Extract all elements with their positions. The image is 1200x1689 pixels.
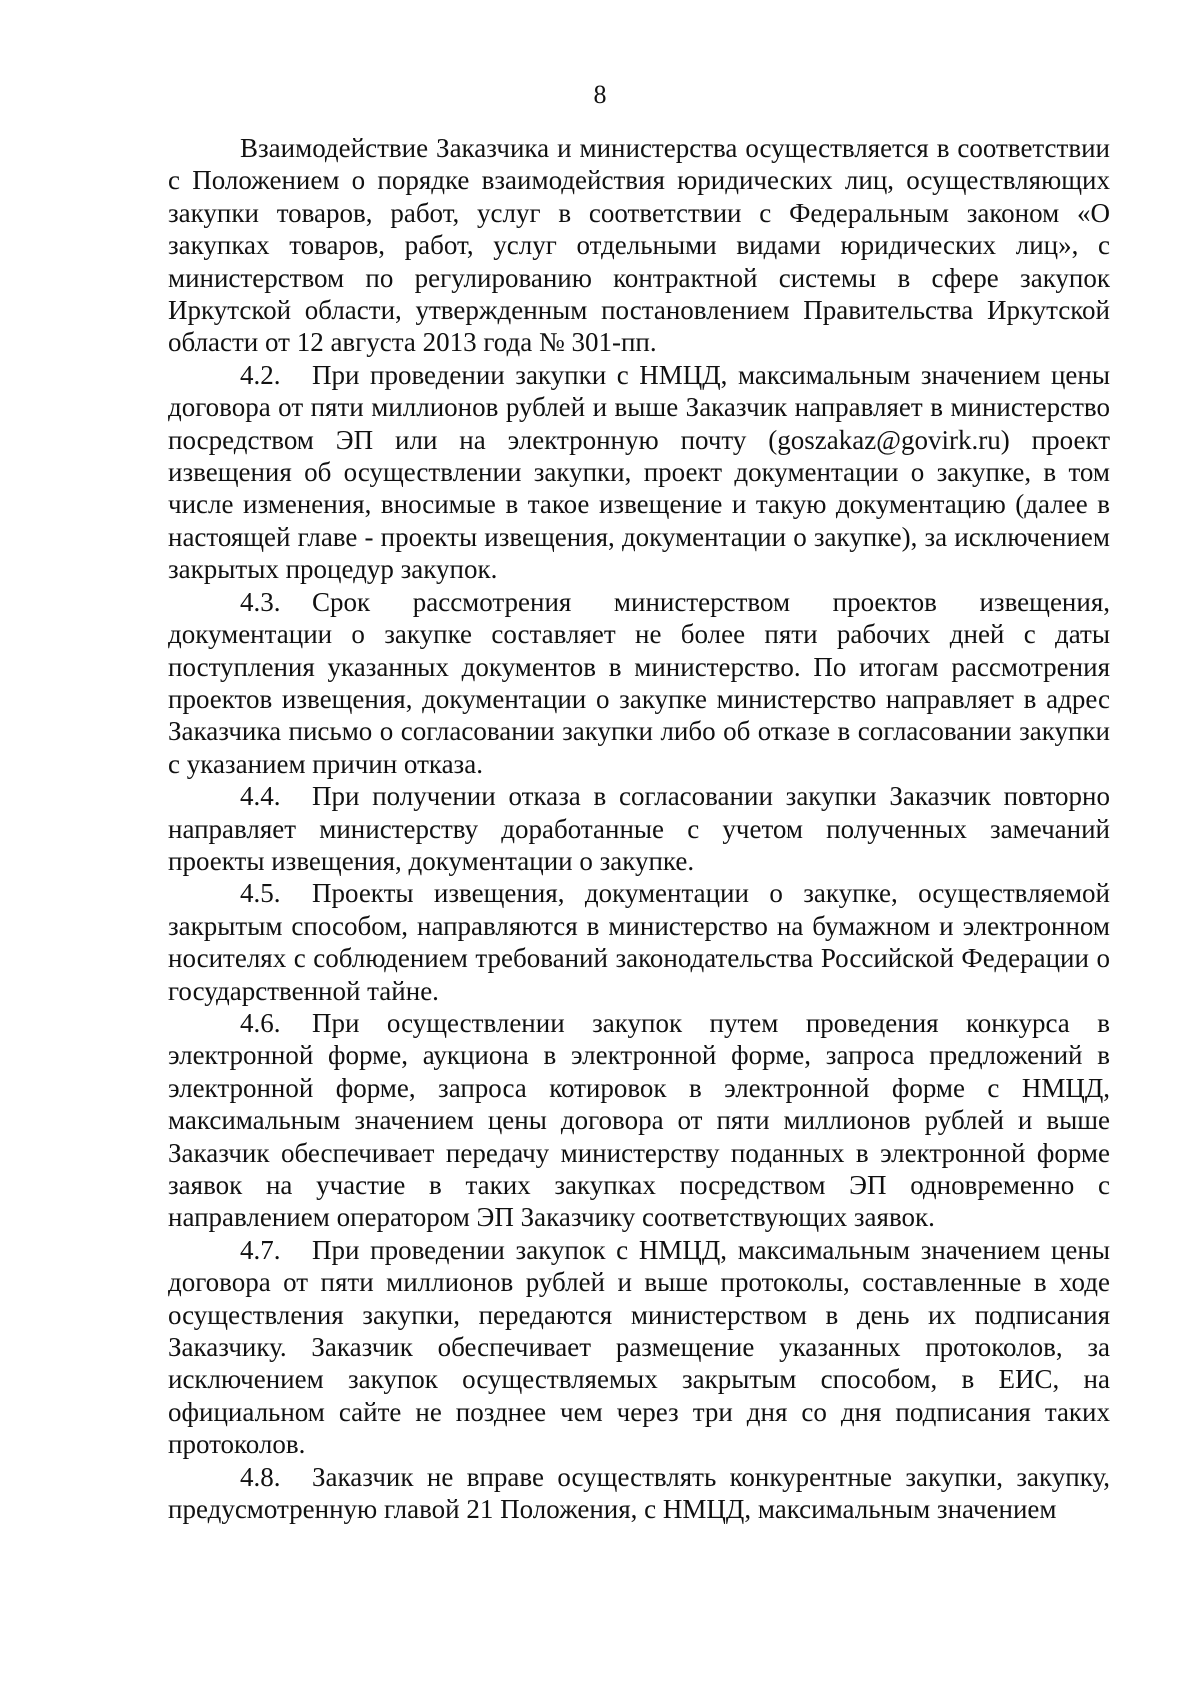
paragraph-text: Срок рассмотрения министерством проектов извещения, документации о закупке составляет не более пяти рабочих дней с даты поступления указанных документов в министерство. По итогам рассмотрения проектов извещения, документации о закупке министерство направляет в адрес Заказчика письмо о согласовании закупки либо об отказе в согласовании закупки с указанием причин отказа. bbox=[168, 586, 1110, 779]
paragraph-number: 4.5. bbox=[240, 878, 281, 909]
paragraph-number: 4.7. bbox=[240, 1234, 281, 1265]
paragraph-number: 4.8. bbox=[240, 1461, 281, 1492]
paragraph-text: При проведении закупок с НМЦД, максимальным значением цены договора от пяти миллионов рублей и выше протоколы, составленные в ходе осуществления закупки, передаются министерством в день их подписания Заказчику. Заказчик обеспечивает размещение указанных протоколов, за исключением закупок осуществляемых закрытым способом, в ЕИС, на официальном сайте не позднее чем через три дня со дня подписания таких протоколов. bbox=[168, 1234, 1110, 1460]
paragraph-text: Заказчик не вправе осуществлять конкурентные закупки, закупку, предусмотренную главой 21 Положения, с НМЦД, максимальным значением bbox=[168, 1461, 1110, 1525]
paragraph-4-6 bbox=[168, 1007, 1110, 1234]
paragraph-text: Взаимодействие Заказчика и министерства осуществляется в соответствии с Положением о порядке взаимодействия юридических лиц, осуществляющих закупки товаров, работ, услуг в соответствии с Федеральным законом «О закупках товаров, работ, услуг отдельными видами юридических лиц», с министерством по регулированию контрактной системы в сфере закупок Иркутской области, утвержденным постановлением Правительства Иркутской области от 12 августа 2013 года № 301-пп. bbox=[168, 133, 1110, 358]
paragraph-4-4 bbox=[168, 780, 1110, 877]
paragraph-number: 4.2. bbox=[240, 359, 281, 390]
paragraph-4-7 bbox=[168, 1234, 1110, 1461]
paragraph-text: При осуществлении закупок путем проведения конкурса в электронной форме, аукциона в электронной форме, запроса предложений в электронной форме, запроса котировок в электронной форме с НМЦД, максимальным значением цены договора от пяти миллионов рублей и выше Заказчик обеспечивает передачу министерству поданных в электронной форме заявок на участие в таких закупках посредством ЭП одновременно с направлением оператором ЭП Заказчику соответствующих заявок. bbox=[168, 1007, 1110, 1233]
page-number: 8 bbox=[593, 80, 607, 109]
paragraph-text: При проведении закупки с НМЦД, максимальным значением цены договора от пяти миллионов рублей и выше Заказчик направляет в министерство посредством ЭП или на электронную почту (goszakaz@govirk.ru) проект извещения об осуществлении закупки, проект документации о закупке, в том числе изменения, вносимые в такое извещение и такую документацию (далее в настоящей главе - проекты извещения, документации о закупке), за исключением закрытых процедур закупок. bbox=[168, 359, 1110, 585]
paragraph-text: При получении отказа в согласовании закупки Заказчик повторно направляет министерству доработанные с учетом полученных замечаний проекты извещения, документации о закупке. bbox=[168, 781, 1110, 876]
paragraph-number: 4.3. bbox=[240, 586, 281, 617]
document-body bbox=[168, 132, 1110, 1525]
paragraph-4-3 bbox=[168, 586, 1110, 780]
paragraph-4-2 bbox=[168, 359, 1110, 586]
paragraph-intro bbox=[168, 132, 1110, 359]
paragraph-number: 4.4. bbox=[240, 781, 281, 812]
paragraph-number: 4.6. bbox=[240, 1007, 281, 1038]
paragraph-text: Проекты извещения, документации о закупке, осуществляемой закрытым способом, направляются в министерство на бумажном и электронном носителях с соблюдением требований законодательства Российской Федерации о государственной тайне. bbox=[168, 878, 1110, 1006]
paragraph-4-5 bbox=[168, 877, 1110, 1007]
paragraph-4-8 bbox=[168, 1461, 1110, 1526]
